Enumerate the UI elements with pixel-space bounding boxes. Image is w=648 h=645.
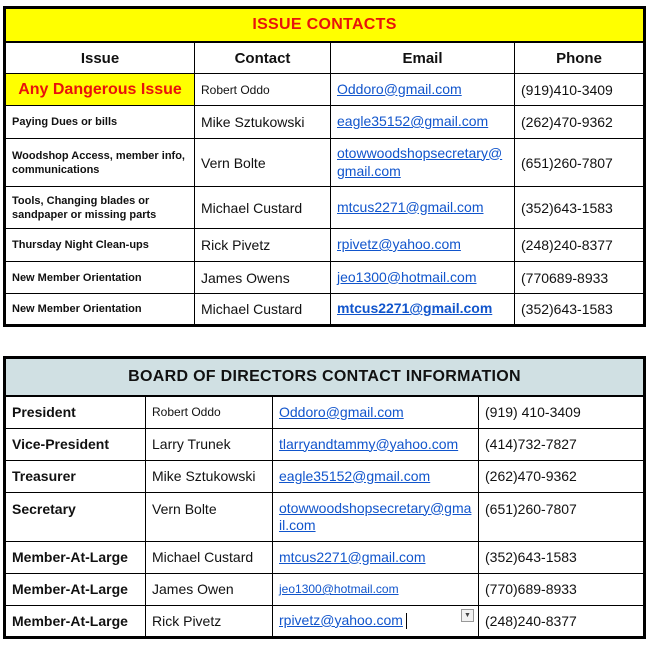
table-row — [5, 229, 645, 262]
issue-header-row — [5, 42, 645, 74]
table-row — [5, 74, 645, 106]
email-link[interactable]: rpivetz@yahoo.com — [337, 236, 461, 252]
header-contact: Contact — [195, 42, 331, 74]
header-email: Email — [331, 42, 515, 74]
phone-cell: (248)240-8377 — [515, 229, 645, 262]
name-cell: Larry Trunek — [146, 428, 273, 460]
table-row — [5, 460, 645, 492]
email-cell — [273, 492, 479, 541]
name-cell: Rick Pivetz — [146, 605, 273, 637]
phone-cell: (352)643-1583 — [515, 187, 645, 229]
phone-cell: (651)260-7807 — [479, 492, 645, 541]
email-cell — [331, 74, 515, 106]
email-link[interactable]: Oddoro@gmail.com — [337, 80, 462, 97]
contact-cell: James Owens — [195, 262, 331, 294]
board-title-row — [5, 358, 645, 397]
phone-cell: (352)643-1583 — [515, 294, 645, 326]
header-issue: Issue — [5, 42, 195, 74]
email-cell — [273, 428, 479, 460]
table-row — [5, 541, 645, 573]
contact-cell: Vern Bolte — [195, 139, 331, 187]
phone-cell: (651)260-7807 — [515, 139, 645, 187]
table-row — [5, 428, 645, 460]
name-cell: James Owen — [146, 573, 273, 605]
phone-cell: (248)240-8377 — [479, 605, 645, 637]
email-link[interactable]: otowwoodshopsecretary@gmail.com — [337, 144, 503, 179]
phone-cell: (262)470-9362 — [515, 106, 645, 139]
email-link[interactable]: eagle35152@gmail.com — [279, 467, 431, 484]
role-cell: Vice-President — [5, 428, 146, 460]
issue-cell: New Member Orientation — [5, 262, 195, 294]
contact-cell: Robert Oddo — [195, 74, 331, 106]
issue-cell: New Member Orientation — [5, 294, 195, 326]
phone-cell: (770689-8933 — [515, 262, 645, 294]
email-link[interactable]: eagle35152@gmail.com — [337, 113, 489, 129]
phone-cell: (919) 410-3409 — [479, 396, 645, 428]
email-cell[interactable] — [273, 605, 479, 637]
email-cell — [331, 187, 515, 229]
email-cell — [331, 229, 515, 262]
table-row — [5, 573, 645, 605]
email-cell — [273, 460, 479, 492]
phone-cell: (770)689-8933 — [479, 573, 645, 605]
board-title: BOARD OF DIRECTORS CONTACT INFORMATION — [5, 358, 645, 397]
email-link[interactable]: mtcus2271@gmail.com — [337, 198, 484, 215]
contact-cell: Mike Sztukowski — [195, 106, 331, 139]
name-cell: Mike Sztukowski — [146, 460, 273, 492]
header-phone: Phone — [515, 42, 645, 74]
board-contacts-table — [3, 356, 646, 639]
email-link[interactable]: tlarryandtammy@yahoo.com — [279, 435, 459, 452]
issue-contacts-table — [3, 6, 646, 327]
email-cell — [331, 262, 515, 294]
issue-contacts-title: ISSUE CONTACTS — [5, 8, 645, 43]
chevron-down-icon[interactable]: ▼ — [461, 609, 474, 622]
email-cell — [273, 573, 479, 605]
contact-cell: Rick Pivetz — [195, 229, 331, 262]
role-cell: Treasurer — [5, 460, 146, 492]
table-row — [5, 187, 645, 229]
text-cursor — [406, 613, 407, 629]
table-row — [5, 605, 645, 637]
contact-cell: Michael Custard — [195, 187, 331, 229]
phone-cell: (414)732-7827 — [479, 428, 645, 460]
email-cell — [273, 396, 479, 428]
email-cell — [331, 294, 515, 326]
table-row — [5, 294, 645, 326]
name-cell: Michael Custard — [146, 541, 273, 573]
role-cell: Member-At-Large — [5, 541, 146, 573]
email-cell — [273, 541, 479, 573]
role-cell: Member-At-Large — [5, 573, 146, 605]
table-row — [5, 139, 645, 187]
email-link[interactable]: otowwoodshopsecretary@gmail.com — [279, 499, 472, 533]
table-row — [5, 492, 645, 541]
role-cell: Secretary — [5, 492, 146, 541]
email-cell — [331, 139, 515, 187]
email-link[interactable]: Oddoro@gmail.com — [279, 403, 404, 420]
email-link[interactable]: mtcus2271@gmail.com — [279, 548, 426, 565]
role-cell: President — [5, 396, 146, 428]
table-row — [5, 106, 645, 139]
issue-cell-dangerous: Any Dangerous Issue — [5, 74, 195, 106]
table-row — [5, 396, 645, 428]
email-link[interactable]: mtcus2271@gmail.com — [337, 300, 493, 316]
phone-cell: (352)643-1583 — [479, 541, 645, 573]
table-row — [5, 262, 645, 294]
issue-cell: Paying Dues or bills — [5, 106, 195, 139]
contact-cell: Michael Custard — [195, 294, 331, 326]
email-link[interactable]: jeo1300@hotmail.com — [337, 268, 477, 285]
name-cell: Vern Bolte — [146, 492, 273, 541]
email-link[interactable]: rpivetz@yahoo.com — [279, 611, 403, 628]
issue-title-row — [5, 8, 645, 43]
email-link[interactable]: jeo1300@hotmail.com — [279, 582, 399, 596]
role-cell: Member-At-Large — [5, 605, 146, 637]
email-cell — [331, 106, 515, 139]
phone-cell: (262)470-9362 — [479, 460, 645, 492]
phone-cell: (919)410-3409 — [515, 74, 645, 106]
issue-cell: Thursday Night Clean-ups — [5, 229, 195, 262]
name-cell: Robert Oddo — [146, 396, 273, 428]
issue-cell: Tools, Changing blades or sandpaper or missing parts — [5, 187, 195, 229]
issue-cell: Woodshop Access, member info, communications — [5, 139, 195, 187]
